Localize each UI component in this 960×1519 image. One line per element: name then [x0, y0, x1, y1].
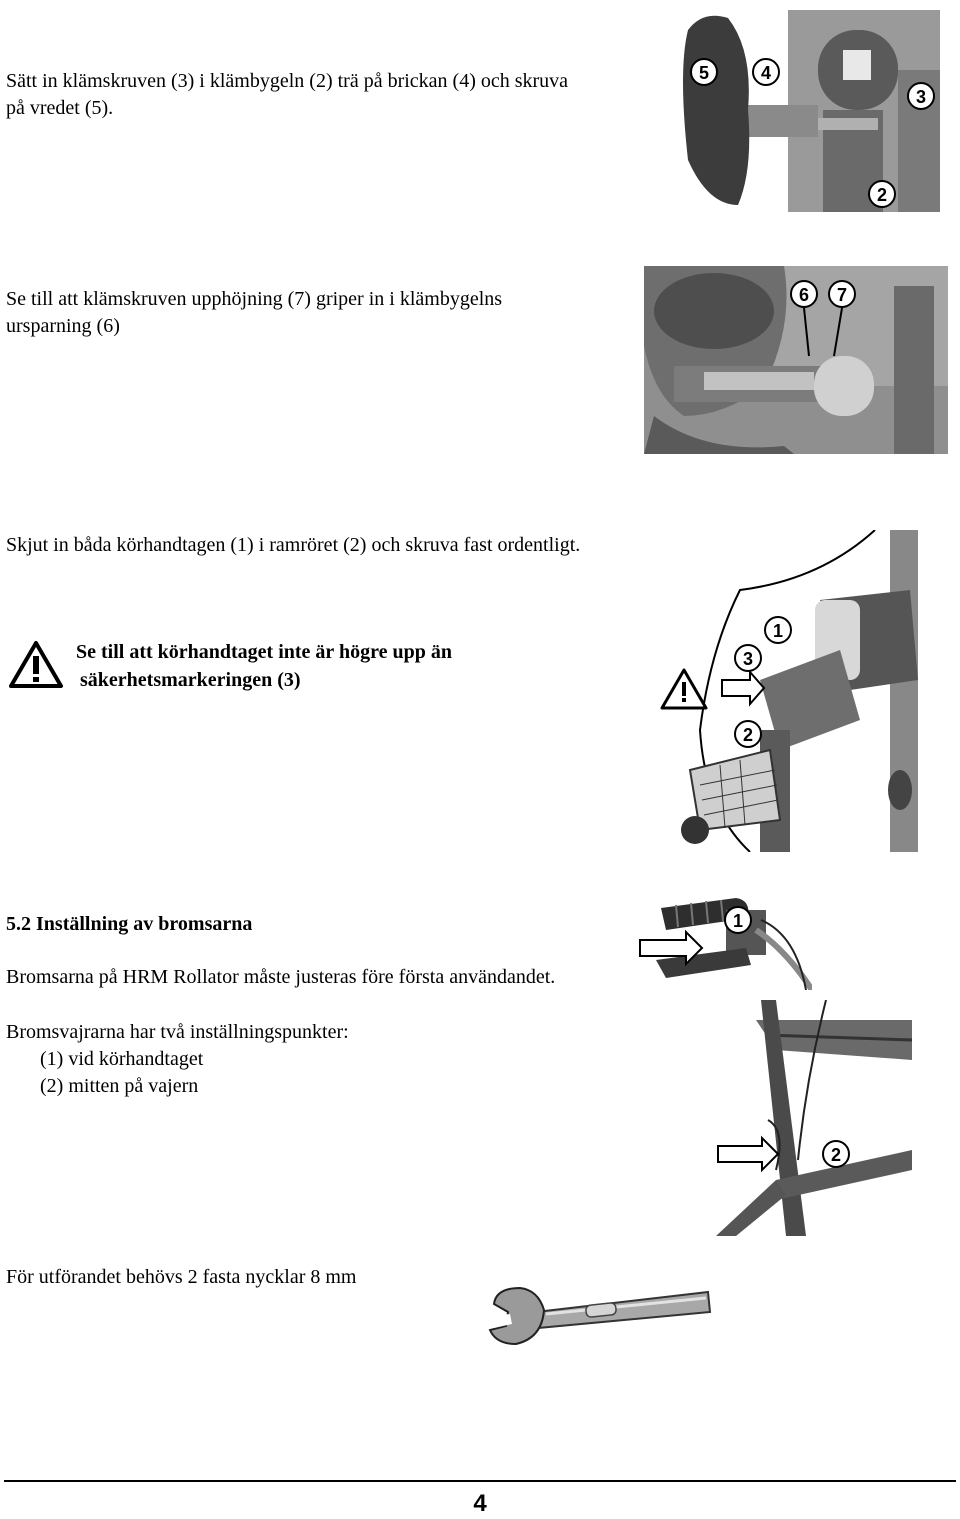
wrench-icon: [486, 1282, 712, 1354]
fig1-label-5: 5: [698, 63, 710, 83]
brakes-para-2: Bromsvajrarna har två inställningspunkter:: [6, 1021, 349, 1043]
list-item-number: (1): [40, 1048, 64, 1070]
list-item-number: (2): [40, 1075, 64, 1097]
brakes-heading: 5.2 Inställning av bromsarna: [6, 913, 253, 935]
list-item-label: vid körhandtaget: [68, 1048, 204, 1070]
fig2-label-7: 7: [836, 285, 848, 305]
warning-line-2: säkerhetsmarkeringen (3): [80, 669, 301, 691]
fig4-label-1: 1: [732, 911, 744, 931]
fig1-label-3: 3: [915, 87, 927, 107]
brakes-para-1: Bromsarna på HRM Rollator måste justeras före första användandet.: [6, 966, 556, 988]
brake-cable-figure: [716, 1000, 912, 1236]
fig3-label-3: 3: [742, 649, 754, 669]
step-clamp-screw-text: Sätt in klämskruven (3) i klämbygeln (2) trä på brickan (4) och skruva på vredet (5).: [6, 70, 569, 119]
tools-text: För utförandet behövs 2 fasta nycklar 8 mm: [6, 1266, 357, 1288]
fig1-label-4: 4: [760, 63, 772, 83]
fig5-label-2: 2: [830, 1145, 842, 1165]
warning-icon: [8, 640, 64, 690]
warning-line-1: Se till att körhandtaget inte är högre upp än: [76, 641, 452, 663]
adjust-point-list: [40, 1046, 203, 1100]
fig1-label-2: 2: [876, 185, 888, 205]
fig3-label-2: 2: [742, 725, 754, 745]
fig2-label-6: 6: [798, 285, 810, 305]
page-number: 4: [473, 1490, 487, 1517]
step-handles-text: Skjut in båda körhandtagen (1) i ramröret (2) och skruva fast ordentligt.: [6, 534, 581, 556]
list-item-label: mitten på vajern: [68, 1075, 199, 1097]
step-screw-engage-text: Se till att klämskruven upphöjning (7) griper in i klämbygelns ursparning (6): [6, 288, 503, 337]
screw-engage-figure: [644, 266, 948, 454]
list-item: [40, 1073, 203, 1100]
fig3-label-1: 1: [772, 621, 784, 641]
brake-handle-figure: [636, 890, 812, 990]
clamp-knob-figure: [668, 10, 940, 212]
list-item: [40, 1046, 203, 1073]
handle-height-figure: [660, 530, 918, 852]
footer-rule: [4, 1480, 956, 1482]
